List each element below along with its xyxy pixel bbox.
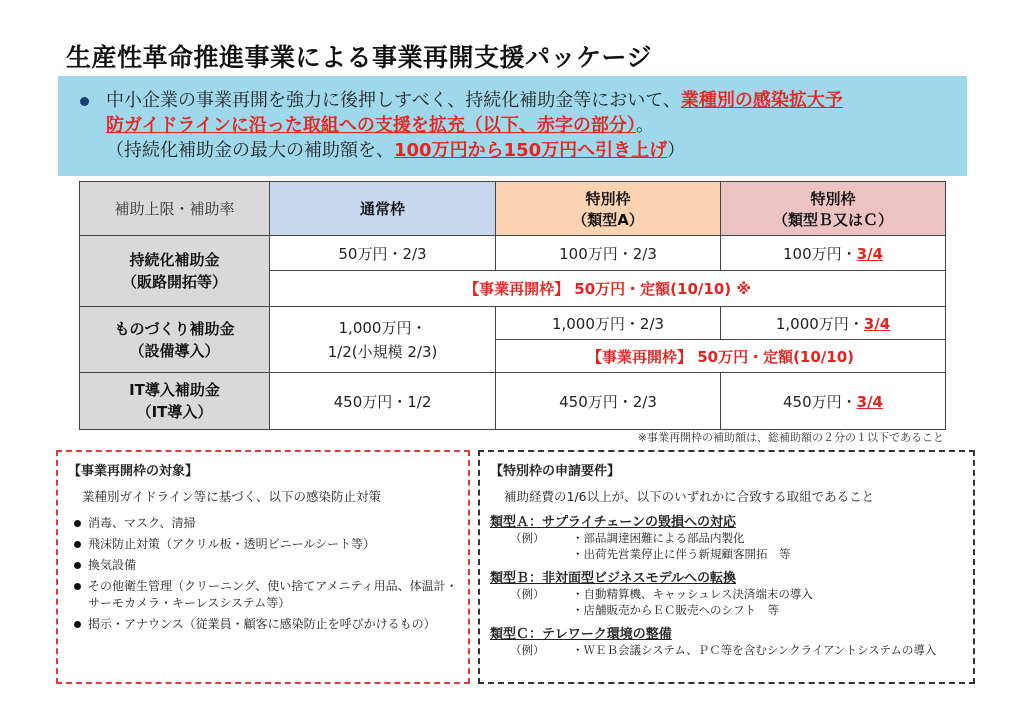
cell-special-a: 100万円・2/3 (496, 236, 721, 271)
row-head-it (80, 373, 270, 430)
example-row (490, 586, 963, 602)
callout-text: （持続化補助金の最大の補助額を、 (106, 140, 394, 161)
callout-line-3 (80, 138, 953, 163)
list-item (68, 515, 458, 532)
cell-normal (270, 307, 496, 373)
cell-special-a: 450万円・2/3 (496, 373, 721, 430)
list-item-text: その他衛生管理（クリーニング、使い捨てアメニティ用品、体温計・ (88, 579, 458, 593)
bullet-icon (74, 583, 81, 590)
list-item (68, 616, 458, 633)
list-item (68, 557, 458, 574)
measure-list (68, 515, 458, 633)
table-row (80, 307, 946, 340)
list-item-text-cont: サーモカメラ・キーレスシステム等） (88, 596, 291, 610)
row-head-line2: （IT導入） (136, 403, 213, 421)
cell-special-bc (721, 373, 946, 430)
type-c-heading: 類型Ｃ：テレワーク環境の整備 (490, 627, 672, 642)
row-head-line1: IT導入補助金 (129, 381, 220, 399)
list-item-text: 掲示・アナウンス（従業員・顧客に感染防止を呼びかけるもの） (88, 617, 436, 631)
callout-text: 中小企業の事業再開を強力に後押しすべく、持続化補助金等において、 (106, 90, 681, 111)
example-label: （例） (510, 643, 545, 657)
table-footnote: ※事業再開枠の補助額は、総補助額の２分の１以下であること (637, 431, 944, 444)
cell-normal-line2: 1/2(小規模 2/3) (327, 342, 438, 361)
cell-special-a: 1,000万円・2/3 (496, 307, 721, 340)
cell-value: 100万円・ (783, 244, 857, 263)
cell-value: 450万円・ (783, 392, 857, 411)
example-label: （例） (510, 531, 545, 545)
row-head-line1: ものづくり補助金 (114, 319, 235, 338)
header-label: 補助上限・補助率 (80, 182, 270, 236)
example-row (490, 642, 963, 658)
cell-value: 1,000万円・ (775, 314, 864, 333)
header-special-bc-line1: 特別枠 (810, 189, 856, 208)
cell-special-bc (721, 236, 946, 271)
header-special-bc-line2: （類型Ｂ又はＣ） (772, 210, 893, 229)
example-row (490, 602, 963, 618)
row-head-line2: （設備導入） (129, 341, 220, 360)
callout-text: 。 (635, 115, 654, 136)
type-b-heading: 類型Ｂ：非対面型ビジネスモデルへの転換 (490, 571, 736, 586)
bullet-icon (74, 520, 81, 527)
callout-highlight: 防ガイドラインに沿った取組への支援を拡充（以下、赤字の部分） (106, 115, 636, 136)
example-text: ・出荷先営業停止に伴う新規顧客開拓 等 (572, 547, 791, 561)
example-row (490, 546, 963, 562)
example-text: ・店舗販売からＥＣ販売へのシフト 等 (572, 603, 779, 617)
cell-rate-highlight: 3/4 (863, 314, 891, 333)
row-head-line1: 持続化補助金 (129, 251, 220, 269)
header-special-a-line2: （類型A） (572, 210, 644, 229)
list-item (68, 536, 458, 553)
example-text: ・自動精算機、キャッシュレス決済端末の導入 (572, 587, 813, 601)
example-text: ・部品調達困難による部品内製化 (572, 531, 745, 545)
box-intro: 業種別ガイドライン等に基づく、以下の感染防止対策 (82, 489, 382, 504)
box-intro: 補助経費の1/6以上が、以下のいずれかに合致する取組であること (504, 489, 875, 504)
cell-normal: 50万円・2/3 (270, 236, 496, 271)
callout-highlight: 100万円から150万円へ引き上げ (394, 140, 668, 161)
bullet-icon (74, 562, 81, 569)
subsidy-table (79, 181, 946, 430)
cell-normal: 450万円・1/2 (270, 373, 496, 430)
header-normal: 通常枠 (270, 182, 496, 236)
callout-highlight: 業種別の感染拡大予 (680, 90, 843, 111)
restart-frame-cell: 【事業再開枠】 50万円・定額(10/10) ※ (270, 271, 946, 307)
header-special-bc (721, 182, 946, 236)
table-row (80, 236, 946, 271)
summary-callout (58, 76, 967, 176)
list-item-text: 換気設備 (88, 558, 137, 572)
box-title: 【特別枠の申請要件】 (490, 464, 621, 479)
callout-line-2 (80, 113, 953, 138)
bullet-icon (74, 621, 81, 628)
row-head-monozukuri (80, 307, 270, 373)
row-head-jizokuka (80, 236, 270, 307)
cell-rate-highlight: 3/4 (856, 392, 883, 411)
list-item (68, 578, 458, 612)
table-header-row (80, 182, 946, 236)
list-item-text: 飛沫防止対策（アクリル板・透明ビニールシート等） (88, 537, 376, 551)
cell-normal-line1: 1,000万円・ (338, 318, 427, 337)
example-text: ・ＷＥＢ会議システム、ＰＣ等を含むシンクライアントシステムの導入 (572, 643, 937, 657)
header-special-a (496, 182, 721, 236)
restart-frame-cell: 【事業再開枠】 50万円・定額(10/10) (496, 340, 946, 373)
example-label: （例） (510, 587, 545, 601)
page-title: 生産性革命推進事業による事業再開支援パッケージ (66, 43, 653, 72)
list-item-text: 消毒、マスク、清掃 (88, 516, 196, 530)
header-special-a-line1: 特別枠 (585, 189, 631, 208)
table-row (80, 373, 946, 430)
bullet-icon (80, 97, 89, 106)
box-title: 【事業再開枠の対象】 (68, 464, 199, 479)
cell-rate-highlight: 3/4 (856, 244, 883, 263)
restart-frame-box (56, 450, 470, 684)
bullet-icon (74, 541, 81, 548)
special-frame-box (478, 450, 975, 684)
type-a-heading: 類型Ａ：サプライチェーンの毀損への対応 (490, 515, 736, 530)
callout-text: ） (667, 140, 686, 161)
example-row (490, 530, 963, 546)
cell-special-bc (721, 307, 946, 340)
row-head-line2: （販路開拓等） (121, 273, 227, 291)
callout-line-1 (80, 88, 953, 113)
